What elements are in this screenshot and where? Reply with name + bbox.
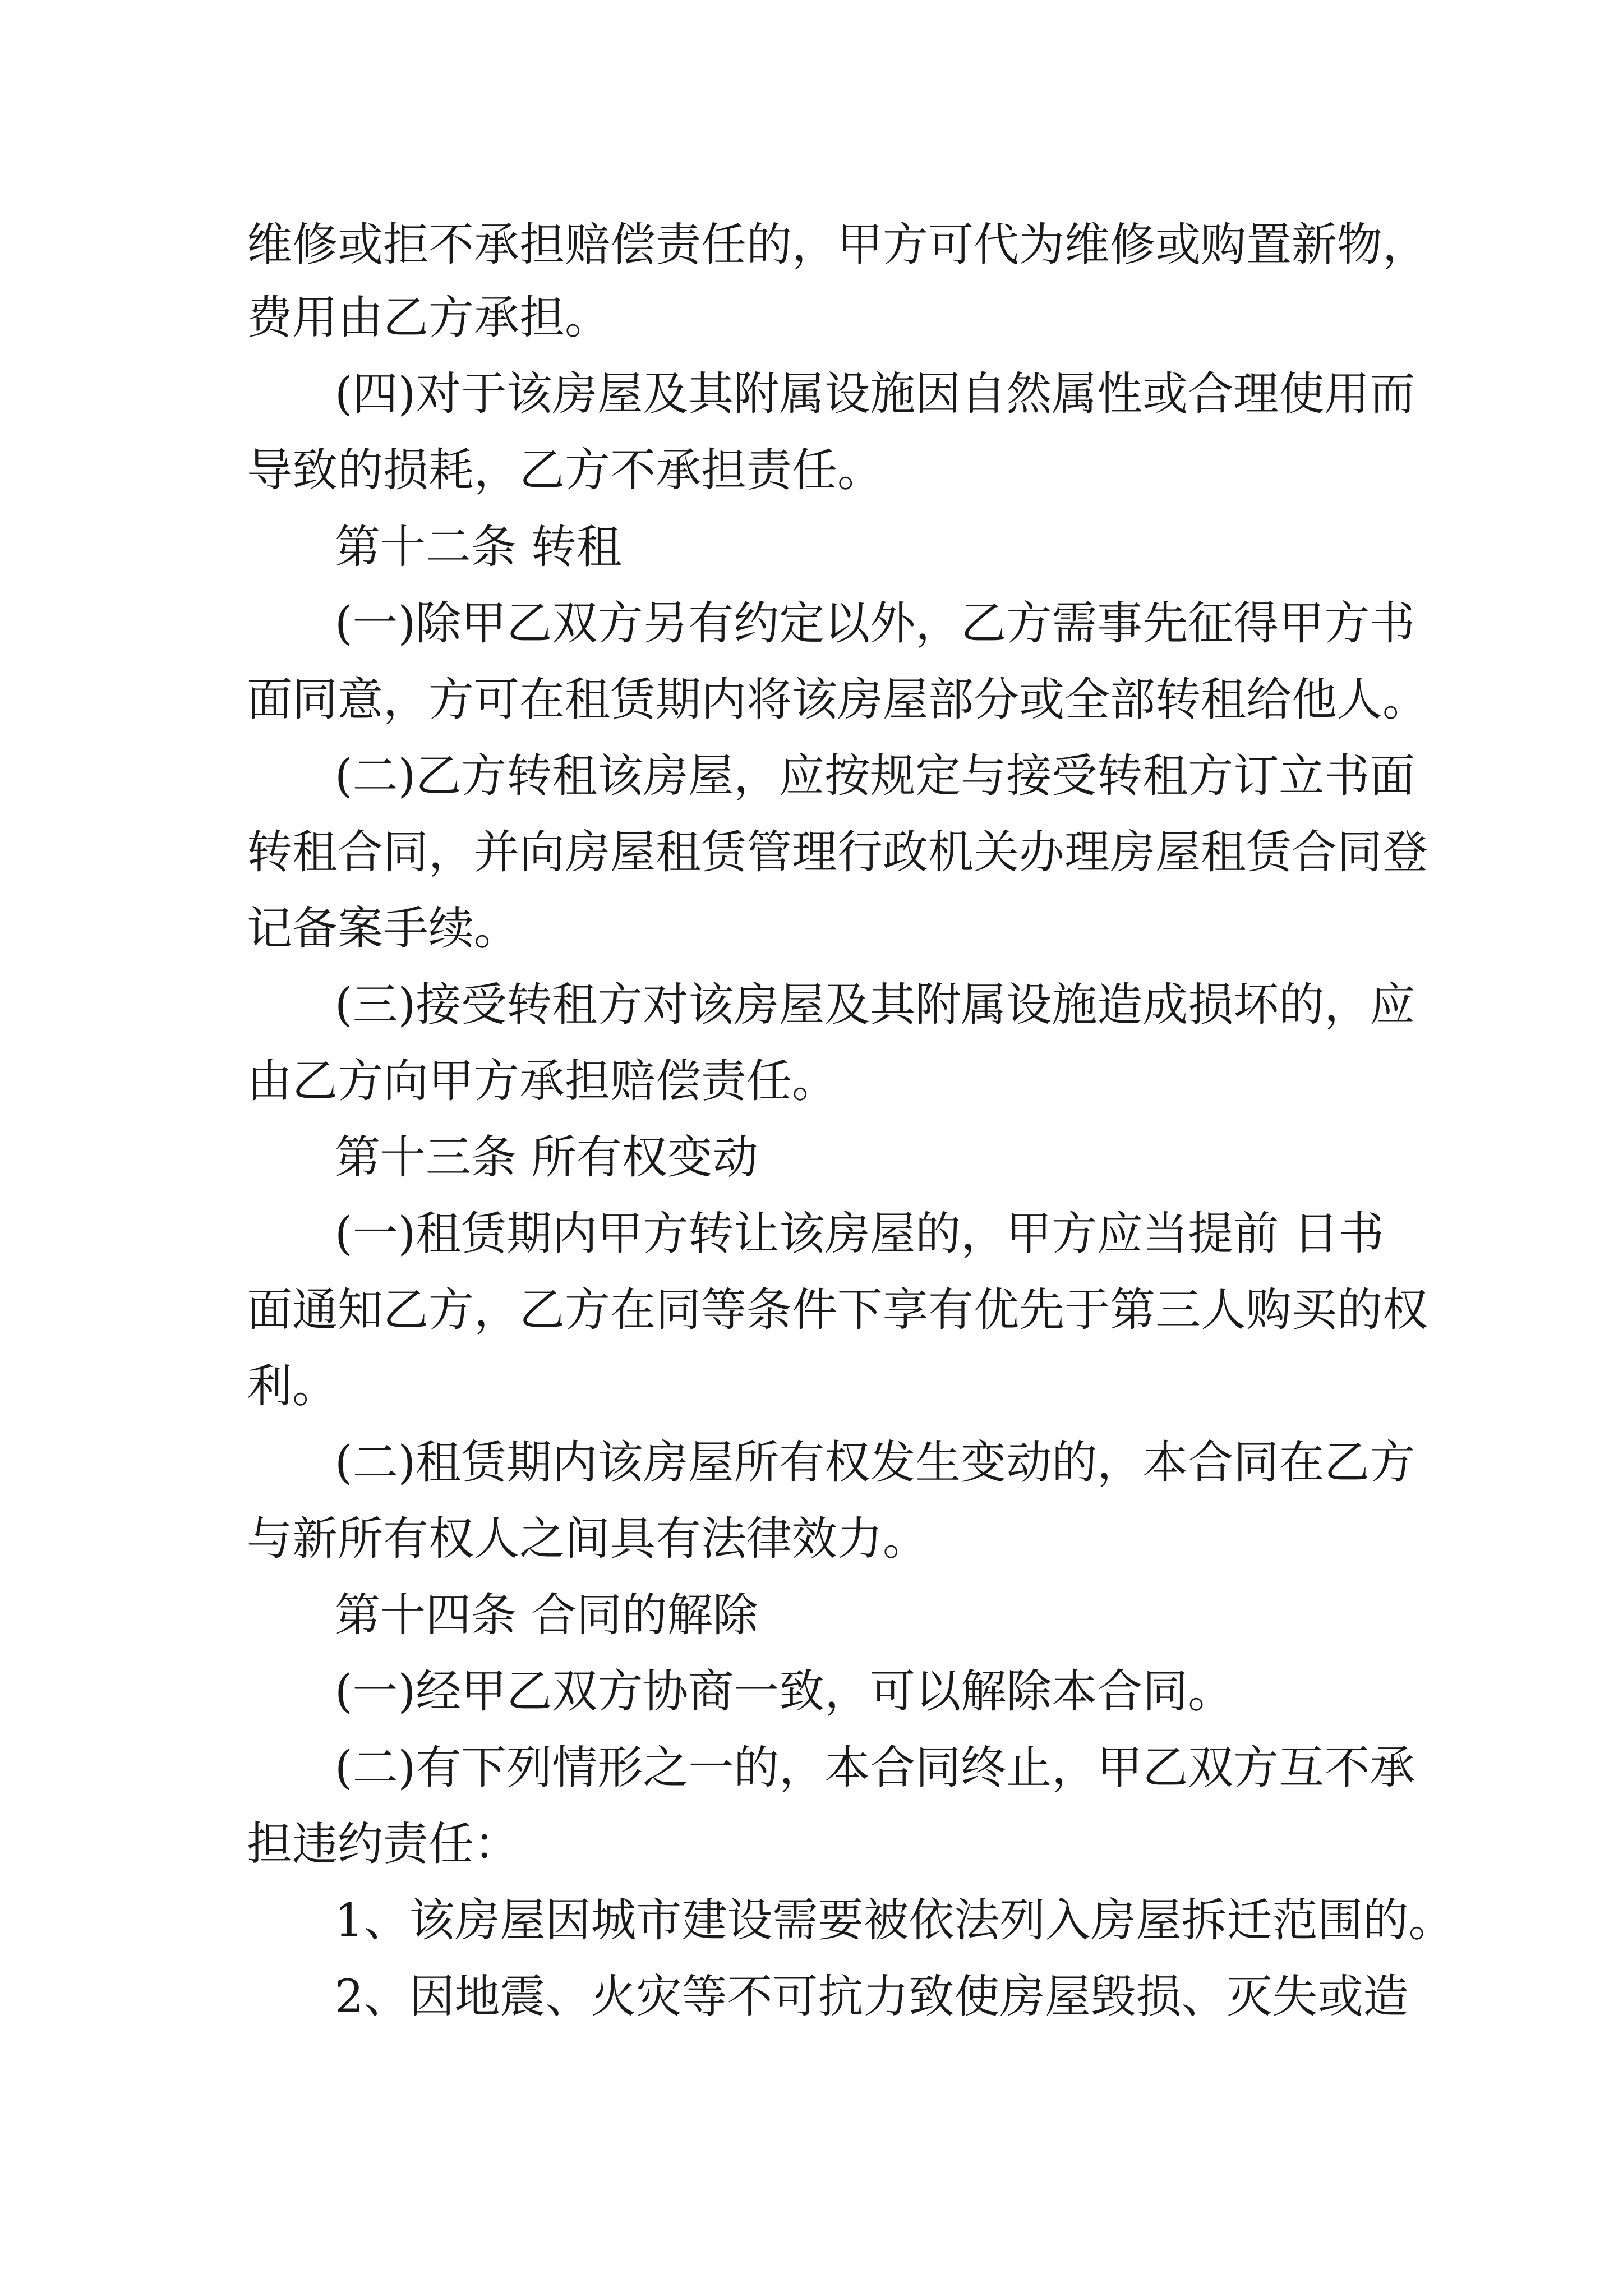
- text-line: (四)对于该房屋及其附属设施因自然属性或合理使用而: [335, 368, 1415, 421]
- text-line: (一)除甲乙双方另有约定以外，乙方需事先征得甲方书: [335, 597, 1415, 650]
- text-line: 面通知乙方，乙方在同等条件下享有优先于第三人购买的权: [247, 1284, 1428, 1337]
- text-line: 维修或拒不承担赔偿责任的，甲方可代为维修或购置新物，: [247, 219, 1428, 272]
- text-line: 利。: [247, 1360, 338, 1413]
- text-line: 担违约责任：: [247, 1818, 520, 1871]
- section-heading: 第十三条 所有权变动: [335, 1131, 758, 1184]
- text-line: (二)租赁期内该房屋所有权发生变动的，本合同在乙方: [335, 1437, 1415, 1489]
- text-line: 转租合同，并向房屋租赁管理行政机关办理房屋租赁合同登: [247, 826, 1428, 879]
- text-line: (二)有下列情形之一的，本合同终止，甲乙双方互不承: [335, 1742, 1415, 1795]
- section-heading: 第十二条 转租: [335, 521, 622, 574]
- text-line: 面同意，方可在租赁期内将该房屋部分或全部转租给他人。: [247, 674, 1428, 726]
- text-line: 1、该房屋因城市建设需要被依法列入房屋拆迁范围的。: [335, 1894, 1454, 1947]
- text-line: (一)经甲乙双方协商一致，可以解除本合同。: [335, 1665, 1234, 1718]
- text-line: 记备案手续。: [247, 903, 520, 955]
- section-heading: 第十四条 合同的解除: [335, 1589, 758, 1642]
- text-line: 2、因地震、火灾等不可抗力致使房屋毁损、灭失或造: [335, 1971, 1409, 2023]
- text-line: (二)乙方转租该房屋，应按规定与接受转租方订立书面: [335, 750, 1415, 803]
- text-line: 导致的损耗，乙方不承担责任。: [247, 444, 883, 497]
- text-line: (一)租赁期内甲方转让该房屋的，甲方应当提前 日书: [335, 1208, 1384, 1260]
- text-line: 由乙方向甲方承担赔偿责任。: [247, 1055, 838, 1108]
- text-line: 与新所有权人之间具有法律效力。: [247, 1513, 929, 1566]
- text-line: (三)接受转租方对该房屋及其附属设施造成损坏的，应: [335, 979, 1415, 1032]
- text-line: 费用由乙方承担。: [247, 292, 611, 344]
